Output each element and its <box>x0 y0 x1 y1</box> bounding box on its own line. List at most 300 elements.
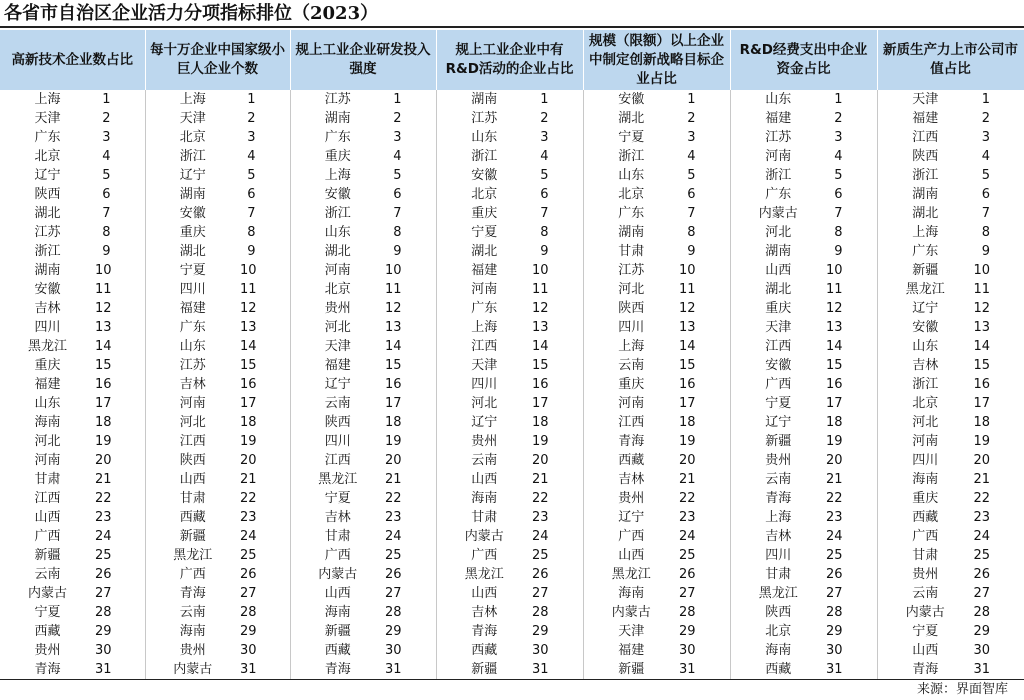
rank-cell: 7 <box>240 204 290 223</box>
rank-cell: 3 <box>826 128 877 147</box>
province-cell: 河北 <box>179 415 206 430</box>
rank-cell: 12 <box>95 299 145 318</box>
rank-cell: 12 <box>973 301 990 316</box>
rank-cell: 30 <box>240 641 290 660</box>
province-cell: 浙江 <box>765 168 792 183</box>
province-cell: 新疆 <box>179 529 206 544</box>
province-cell: 广西 <box>618 529 645 544</box>
rank-cell: 16 <box>679 375 730 394</box>
rank-cell: 31 <box>385 660 436 680</box>
province-cell: 江苏 <box>471 111 498 126</box>
table-row <box>0 90 1024 109</box>
province-cell: 湖南 <box>324 111 351 126</box>
province-cell: 黑龙江 <box>27 339 67 354</box>
rank-cell: 2 <box>532 109 583 128</box>
rank-cell: 30 <box>95 641 145 660</box>
rank-cell: 26 <box>679 565 730 584</box>
rank-cell: 13 <box>532 318 583 337</box>
rank-cell: 31 <box>240 660 290 680</box>
province-cell: 安徽 <box>179 206 206 221</box>
province-cell: 宁夏 <box>912 624 939 639</box>
rank-cell: 31 <box>826 660 877 680</box>
rank-cell: 2 <box>95 109 145 128</box>
column-header: 规模（限额）以上企业中制定创新战略目标企业占比 <box>583 30 730 90</box>
table-row <box>0 413 1024 432</box>
province-cell: 内蒙古 <box>27 586 67 601</box>
rank-cell: 14 <box>826 337 877 356</box>
rank-cell: 23 <box>826 508 877 527</box>
header-row <box>0 30 1024 90</box>
province-cell: 吉林 <box>765 529 792 544</box>
rank-cell: 21 <box>240 470 290 489</box>
rank-cell: 17 <box>826 394 877 413</box>
rank-cell: 9 <box>981 244 990 259</box>
rank-cell: 4 <box>385 147 436 166</box>
rank-cell: 26 <box>385 565 436 584</box>
rank-cell: 29 <box>973 624 990 639</box>
rank-cell: 7 <box>385 204 436 223</box>
rank-cell: 15 <box>679 356 730 375</box>
province-cell: 陕西 <box>34 187 61 202</box>
rank-cell: 18 <box>532 413 583 432</box>
rank-cell: 13 <box>679 318 730 337</box>
rank-cell: 18 <box>679 413 730 432</box>
province-cell: 重庆 <box>324 149 351 164</box>
province-cell: 天津 <box>618 624 645 639</box>
province-cell: 黑龙江 <box>464 567 504 582</box>
rank-cell: 20 <box>826 451 877 470</box>
province-cell: 河北 <box>912 415 939 430</box>
rank-cell: 21 <box>95 470 145 489</box>
table-row <box>0 337 1024 356</box>
province-cell: 河北 <box>471 396 498 411</box>
province-cell: 内蒙古 <box>611 605 651 620</box>
province-cell: 安徽 <box>912 320 939 335</box>
rank-cell: 25 <box>240 546 290 565</box>
rank-cell: 17 <box>532 394 583 413</box>
province-cell: 安徽 <box>765 358 792 373</box>
province-cell: 安徽 <box>324 187 351 202</box>
rank-cell: 27 <box>240 584 290 603</box>
province-cell: 江苏 <box>618 263 645 278</box>
province-cell: 云南 <box>618 358 645 373</box>
rank-cell: 10 <box>826 261 877 280</box>
rank-cell: 18 <box>826 413 877 432</box>
province-cell: 甘肃 <box>471 510 498 525</box>
province-cell: 青海 <box>290 660 385 680</box>
table-row <box>0 641 1024 660</box>
rank-cell: 4 <box>679 147 730 166</box>
table-row <box>0 147 1024 166</box>
province-cell: 黑龙江 <box>758 586 798 601</box>
rank-cell: 23 <box>532 508 583 527</box>
province-cell: 重庆 <box>912 491 939 506</box>
province-cell: 黑龙江 <box>173 548 213 563</box>
province-cell: 青海 <box>471 624 498 639</box>
rank-cell: 11 <box>240 280 290 299</box>
province-cell: 河北 <box>34 434 61 449</box>
rank-cell: 3 <box>679 128 730 147</box>
rank-cell: 21 <box>679 470 730 489</box>
rank-cell: 10 <box>532 261 583 280</box>
rank-cell: 3 <box>95 128 145 147</box>
province-cell: 青海 <box>179 586 206 601</box>
rank-cell: 23 <box>240 508 290 527</box>
table-row <box>0 584 1024 603</box>
province-cell: 河南 <box>34 453 61 468</box>
rank-cell: 27 <box>973 586 990 601</box>
rank-cell: 29 <box>826 622 877 641</box>
province-cell: 新疆 <box>34 548 61 563</box>
province-cell: 重庆 <box>179 225 206 240</box>
rank-cell: 2 <box>981 111 990 126</box>
rank-cell: 7 <box>679 204 730 223</box>
rank-cell: 6 <box>679 185 730 204</box>
rank-cell: 10 <box>679 261 730 280</box>
rank-cell: 14 <box>385 337 436 356</box>
province-cell: 天津 <box>912 92 939 107</box>
province-cell: 福建 <box>324 358 351 373</box>
province-cell: 宁夏 <box>34 605 61 620</box>
province-cell: 海南 <box>912 472 939 487</box>
table-row <box>0 565 1024 584</box>
rank-cell: 19 <box>240 432 290 451</box>
province-cell: 宁夏 <box>471 225 498 240</box>
rank-cell: 2 <box>826 109 877 128</box>
province-cell: 海南 <box>765 643 792 658</box>
province-cell: 河北 <box>765 225 792 240</box>
province-cell: 内蒙古 <box>758 206 798 221</box>
rank-cell: 2 <box>385 109 436 128</box>
province-cell: 西藏 <box>34 624 61 639</box>
rank-cell: 21 <box>826 470 877 489</box>
rank-cell: 6 <box>532 185 583 204</box>
province-cell: 湖北 <box>471 244 498 259</box>
province-cell: 辽宁 <box>179 168 206 183</box>
province-cell: 辽宁 <box>765 415 792 430</box>
rank-cell: 24 <box>532 527 583 546</box>
province-cell: 云南 <box>912 586 939 601</box>
rank-cell: 22 <box>973 491 990 506</box>
rank-cell: 12 <box>679 299 730 318</box>
province-cell: 福建 <box>618 643 645 658</box>
rank-cell: 28 <box>679 603 730 622</box>
province-cell: 青海 <box>765 491 792 506</box>
province-cell: 黑龙江 <box>611 567 651 582</box>
province-cell: 四川 <box>765 548 792 563</box>
rank-cell: 23 <box>679 508 730 527</box>
rank-cell: 14 <box>679 337 730 356</box>
table-row <box>0 318 1024 337</box>
table-row <box>0 223 1024 242</box>
rank-cell: 30 <box>973 643 990 658</box>
rank-cell: 5 <box>95 166 145 185</box>
rank-cell: 24 <box>385 527 436 546</box>
rank-cell: 9 <box>240 242 290 261</box>
province-cell: 宁夏 <box>765 396 792 411</box>
province-cell: 北京 <box>324 282 351 297</box>
page-title: 各省市自治区企业活力分项指标排位（2023） <box>0 0 1024 28</box>
rank-cell: 9 <box>385 242 436 261</box>
province-cell: 海南 <box>179 624 206 639</box>
rank-cell: 16 <box>532 375 583 394</box>
rank-cell: 23 <box>385 508 436 527</box>
province-cell: 广东 <box>324 130 351 145</box>
province-cell: 江苏 <box>324 92 351 107</box>
rank-cell: 21 <box>385 470 436 489</box>
province-cell: 上海 <box>324 168 351 183</box>
rank-cell: 14 <box>240 337 290 356</box>
province-cell: 陕西 <box>912 149 939 164</box>
rank-cell: 26 <box>826 565 877 584</box>
rank-cell: 30 <box>826 641 877 660</box>
province-cell: 山西 <box>471 472 498 487</box>
province-cell: 湖北 <box>324 244 351 259</box>
rank-cell: 13 <box>95 318 145 337</box>
province-cell: 上海 <box>471 320 498 335</box>
province-cell: 内蒙古 <box>464 529 504 544</box>
rank-cell: 19 <box>532 432 583 451</box>
province-cell: 西藏 <box>324 643 351 658</box>
province-cell: 四川 <box>324 434 351 449</box>
column-header: 规上工业企业中有R&D活动的企业占比 <box>436 30 583 90</box>
rank-cell: 29 <box>385 622 436 641</box>
province-cell: 陕西 <box>179 453 206 468</box>
table-row <box>0 394 1024 413</box>
province-cell: 贵州 <box>765 453 792 468</box>
rank-cell: 4 <box>981 149 990 164</box>
province-cell: 山东 <box>34 396 61 411</box>
province-cell: 河南 <box>179 396 206 411</box>
province-cell: 宁夏 <box>324 491 351 506</box>
province-cell: 山东 <box>324 225 351 240</box>
rank-cell: 24 <box>973 529 990 544</box>
province-cell: 山东 <box>471 130 498 145</box>
column-header: 每十万企业中国家级小巨人企业个数 <box>145 30 290 90</box>
table-row <box>0 204 1024 223</box>
rank-cell: 10 <box>240 261 290 280</box>
province-cell: 河北 <box>618 282 645 297</box>
rank-cell: 25 <box>679 546 730 565</box>
table-row <box>0 603 1024 622</box>
province-cell: 上海 <box>912 225 939 240</box>
rank-cell: 22 <box>95 489 145 508</box>
rank-cell: 19 <box>679 432 730 451</box>
province-cell: 广西 <box>912 529 939 544</box>
rank-cell: 21 <box>532 470 583 489</box>
rank-cell: 18 <box>385 413 436 432</box>
rank-cell: 24 <box>95 527 145 546</box>
rank-cell: 24 <box>240 527 290 546</box>
table-row <box>0 508 1024 527</box>
province-cell: 甘肃 <box>912 548 939 563</box>
rank-cell: 1 <box>679 90 730 109</box>
province-cell: 重庆 <box>34 358 61 373</box>
province-cell: 河南 <box>765 149 792 164</box>
rank-cell: 18 <box>973 415 990 430</box>
province-cell: 青海 <box>877 660 973 680</box>
rank-cell: 16 <box>973 377 990 392</box>
province-cell: 上海 <box>765 510 792 525</box>
province-cell: 吉林 <box>471 605 498 620</box>
province-cell: 海南 <box>324 605 351 620</box>
province-cell: 四川 <box>618 320 645 335</box>
province-cell: 新疆 <box>436 660 532 680</box>
rank-cell: 26 <box>973 567 990 582</box>
rank-cell: 26 <box>95 565 145 584</box>
province-cell: 内蒙古 <box>145 660 240 680</box>
rank-cell: 1 <box>532 90 583 109</box>
rank-cell: 29 <box>532 622 583 641</box>
province-cell: 辽宁 <box>471 415 498 430</box>
province-cell: 重庆 <box>618 377 645 392</box>
rank-cell: 22 <box>385 489 436 508</box>
table-row <box>0 356 1024 375</box>
rank-cell: 22 <box>826 489 877 508</box>
rank-cell: 5 <box>532 166 583 185</box>
province-cell: 海南 <box>471 491 498 506</box>
rank-cell: 12 <box>826 299 877 318</box>
rank-cell: 23 <box>95 508 145 527</box>
rank-cell: 9 <box>532 242 583 261</box>
rank-cell: 16 <box>95 375 145 394</box>
rank-cell: 19 <box>385 432 436 451</box>
rank-cell: 15 <box>95 356 145 375</box>
rank-cell: 2 <box>679 109 730 128</box>
rank-cell: 20 <box>95 451 145 470</box>
rank-cell: 11 <box>532 280 583 299</box>
province-cell: 云南 <box>765 472 792 487</box>
rank-cell: 10 <box>385 261 436 280</box>
province-cell: 吉林 <box>912 358 939 373</box>
province-cell: 湖南 <box>34 263 61 278</box>
province-cell: 河南 <box>324 263 351 278</box>
rank-cell: 27 <box>679 584 730 603</box>
province-cell: 甘肃 <box>34 472 61 487</box>
province-cell: 广西 <box>765 377 792 392</box>
province-cell: 山东 <box>765 92 792 107</box>
rank-cell: 4 <box>826 147 877 166</box>
rank-cell: 17 <box>973 396 990 411</box>
province-cell: 山西 <box>179 472 206 487</box>
province-cell: 新疆 <box>324 624 351 639</box>
rank-cell: 28 <box>973 605 990 620</box>
rank-cell: 23 <box>973 510 990 525</box>
province-cell: 浙江 <box>324 206 351 221</box>
province-cell: 湖北 <box>912 206 939 221</box>
province-cell: 黑龙江 <box>318 472 358 487</box>
rank-cell: 29 <box>95 622 145 641</box>
province-cell: 安徽 <box>34 282 61 297</box>
rank-cell: 15 <box>532 356 583 375</box>
province-cell: 黑龙江 <box>905 282 945 297</box>
rank-cell: 22 <box>679 489 730 508</box>
province-cell: 天津 <box>34 111 61 126</box>
rank-cell: 9 <box>826 242 877 261</box>
rank-cell: 12 <box>240 299 290 318</box>
rank-cell: 11 <box>95 280 145 299</box>
rank-cell: 24 <box>826 527 877 546</box>
rank-cell: 16 <box>826 375 877 394</box>
province-cell: 湖北 <box>34 206 61 221</box>
rank-cell: 12 <box>532 299 583 318</box>
rank-cell: 1 <box>240 90 290 109</box>
rank-cell: 9 <box>679 242 730 261</box>
rank-cell: 8 <box>826 223 877 242</box>
province-cell: 青海 <box>618 434 645 449</box>
rank-cell: 3 <box>240 128 290 147</box>
rank-cell: 26 <box>532 565 583 584</box>
rank-cell: 17 <box>95 394 145 413</box>
province-cell: 山东 <box>179 339 206 354</box>
province-cell: 北京 <box>34 149 61 164</box>
table-row <box>0 622 1024 641</box>
province-cell: 浙江 <box>179 149 206 164</box>
province-cell: 北京 <box>765 624 792 639</box>
province-cell: 西藏 <box>471 643 498 658</box>
rank-cell: 22 <box>532 489 583 508</box>
province-cell: 内蒙古 <box>318 567 358 582</box>
rank-cell: 16 <box>240 375 290 394</box>
province-cell: 山东 <box>912 339 939 354</box>
table-row <box>0 660 1024 680</box>
province-cell: 吉林 <box>34 301 61 316</box>
province-cell: 天津 <box>471 358 498 373</box>
province-cell: 云南 <box>471 453 498 468</box>
province-cell: 广东 <box>34 130 61 145</box>
rank-cell: 10 <box>973 263 990 278</box>
province-cell: 广东 <box>179 320 206 335</box>
province-cell: 重庆 <box>765 301 792 316</box>
province-cell: 辽宁 <box>912 301 939 316</box>
rank-cell: 15 <box>240 356 290 375</box>
rank-cell: 1 <box>95 90 145 109</box>
province-cell: 陕西 <box>765 605 792 620</box>
rank-cell: 17 <box>679 394 730 413</box>
rank-cell: 8 <box>679 223 730 242</box>
province-cell: 辽宁 <box>34 168 61 183</box>
province-cell: 四川 <box>912 453 939 468</box>
rank-cell: 3 <box>532 128 583 147</box>
rank-cell: 6 <box>240 185 290 204</box>
rank-cell: 28 <box>385 603 436 622</box>
province-cell: 贵州 <box>324 301 351 316</box>
rank-cell: 15 <box>973 358 990 373</box>
province-cell: 河南 <box>618 396 645 411</box>
rank-cell: 20 <box>240 451 290 470</box>
rank-cell: 5 <box>240 166 290 185</box>
province-cell: 北京 <box>912 396 939 411</box>
province-cell: 云南 <box>179 605 206 620</box>
province-cell: 贵州 <box>618 491 645 506</box>
table-row <box>0 432 1024 451</box>
province-cell: 河北 <box>324 320 351 335</box>
rank-cell: 6 <box>385 185 436 204</box>
rank-cell: 19 <box>973 434 990 449</box>
table-row <box>0 109 1024 128</box>
province-cell: 北京 <box>471 187 498 202</box>
rank-cell: 5 <box>679 166 730 185</box>
province-cell: 四川 <box>471 377 498 392</box>
province-cell: 福建 <box>765 111 792 126</box>
province-cell: 山东 <box>618 168 645 183</box>
province-cell: 湖北 <box>618 111 645 126</box>
province-cell: 四川 <box>34 320 61 335</box>
rank-cell: 11 <box>385 280 436 299</box>
rank-cell: 9 <box>95 242 145 261</box>
rank-cell: 4 <box>240 147 290 166</box>
rank-cell: 14 <box>95 337 145 356</box>
